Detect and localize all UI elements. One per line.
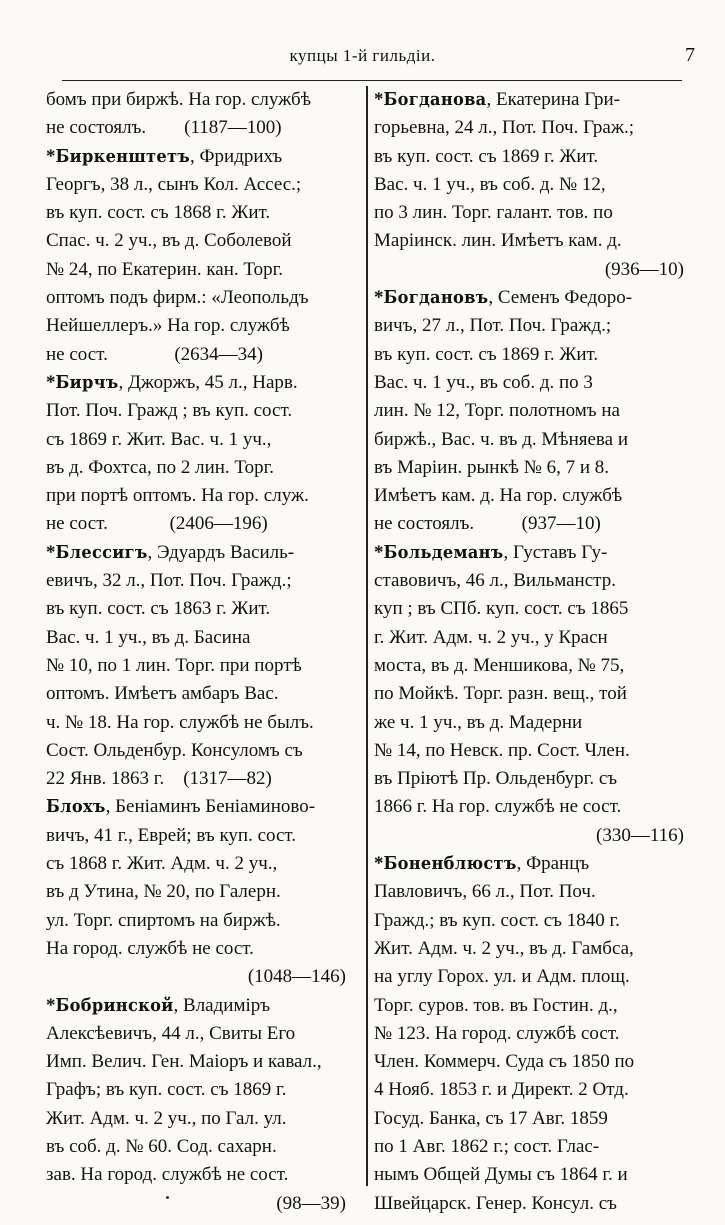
merchant-name: Богданова (383, 89, 487, 110)
text-line (374, 1105, 684, 1133)
line-text: же ч. 1 уч., въ д. Мадерни (374, 711, 583, 733)
text-line (374, 199, 684, 227)
line-text: Жит. Адм. ч. 2 уч., по Гал. ул. (46, 1107, 287, 1129)
text-line (374, 1161, 684, 1189)
entry-heading-line (46, 539, 346, 567)
text-line (374, 652, 684, 680)
text-line (374, 1133, 684, 1161)
text-line (374, 992, 684, 1020)
line-text: Имп. Велич. Ген. Маіоръ и кавал., (46, 1051, 322, 1073)
text-line (374, 510, 684, 538)
text-line (46, 171, 346, 199)
line-text: Вас. ч. 1 уч., въ соб. д. по 3 (374, 371, 593, 393)
asterisk-mark: * (374, 541, 384, 563)
text-line (46, 426, 346, 454)
text-line (46, 510, 346, 538)
text-line (374, 171, 684, 199)
text-line (374, 793, 684, 821)
line-text: въ д. Фохтса, по 2 лин. Торг. (46, 456, 274, 478)
text-line (374, 1048, 684, 1076)
text-line (374, 907, 684, 935)
line-text: № 24, по Екатерин. кан. Торг. (46, 258, 283, 280)
entry-heading-line (374, 284, 684, 312)
text-line (46, 341, 346, 369)
merchant-name: Богдановъ (383, 287, 489, 309)
merchant-name: Больдеманъ (383, 541, 504, 563)
line-text: евичъ, 32 л., Пот. Поч. Гражд.; (46, 570, 292, 592)
text-line (46, 284, 346, 312)
merchant-name: Блохъ (46, 796, 106, 818)
text-line (374, 482, 684, 510)
text-line (46, 595, 346, 623)
text-line (374, 624, 684, 652)
text-line (46, 454, 346, 482)
line-text: съ 1868 г. Жит. Адм. ч. 2 уч., (46, 853, 278, 875)
text-line (374, 567, 684, 595)
line-text: , Семенъ Федоро- (488, 287, 633, 309)
line-text: оптомъ. Имѣетъ амбаръ Вас. (46, 683, 279, 705)
text-line (374, 709, 684, 737)
line-text: не сост. (2634—34) (46, 343, 263, 365)
text-line (46, 822, 346, 850)
line-text: въ куп. сост. съ 1869 г. Жит. (374, 145, 599, 167)
page-number: 7 (685, 44, 695, 66)
line-text: Гражд.; въ куп. сост. съ 1840 г. (374, 909, 620, 931)
right-column (374, 86, 684, 1218)
line-text: горьевна, 24 л., Пот. Поч. Граж.; (374, 117, 634, 139)
text-line (46, 652, 346, 680)
line-text: , Францъ (516, 853, 590, 875)
line-text: Павловичъ, 66 л., Пот. Поч. (374, 881, 596, 903)
text-line (46, 709, 346, 737)
line-text: въ куп. сост. съ 1863 г. Жит. (46, 598, 271, 620)
line-text: , Беніаминъ Беніаминово- (105, 796, 316, 818)
ink-speck (166, 1196, 169, 1199)
text-line (46, 1076, 346, 1104)
line-text: въ Пріютѣ Пр. Ольденбург. съ (374, 768, 618, 790)
entry-heading-line (374, 850, 684, 878)
text-line (374, 935, 684, 963)
line-text: куп ; въ СПб. куп. сост. съ 1865 (374, 598, 629, 620)
line-text: 4 Нояб. 1853 г. и Директ. 2 Отд. (374, 1079, 629, 1101)
text-line (46, 1048, 346, 1076)
line-text: № 10, по 1 лин. Торг. при портѣ (46, 654, 302, 676)
line-text: биржѣ., Вас. ч. въ д. Мѣняева и (374, 428, 628, 450)
line-text: оптомъ подъ фирм.: «Леопольдъ (46, 287, 309, 309)
line-text: не состоялъ. (937—10) (374, 513, 601, 535)
text-line (374, 369, 684, 397)
asterisk-mark: * (374, 287, 384, 309)
line-text: , Эдуардъ Василь- (147, 541, 295, 563)
running-header-title: купцы 1-й гильдіи. (289, 46, 436, 65)
line-text: въ куп. сост. съ 1868 г. Жит. (46, 202, 271, 224)
merchant-name: Биркенштетъ (55, 145, 191, 167)
line-text: Георгъ, 38 л., сынъ Кол. Ассес.; (46, 173, 302, 195)
line-text: Графъ; въ куп. сост. съ 1869 г. (46, 1079, 287, 1101)
line-text: на углу Горох. ул. и Адм. площ. (374, 966, 630, 988)
left-column (46, 86, 346, 1218)
text-line (374, 426, 684, 454)
text-line (46, 1105, 346, 1133)
line-text: по 1 Авг. 1862 г.; сост. Глас- (374, 1135, 600, 1157)
line-text: На город. службѣ не сост. (46, 937, 254, 959)
line-text: № 14, по Невск. пр. Сост. Член. (374, 739, 630, 761)
text-line (46, 624, 346, 652)
text-line (374, 454, 684, 482)
text-line (374, 143, 684, 171)
asterisk-mark: * (46, 994, 56, 1016)
line-text: по 3 лин. Торг. галант. тов. по (374, 202, 613, 224)
header-rule (62, 80, 682, 81)
line-text: , Екатерина Гри- (486, 89, 620, 110)
entry-heading-line (374, 539, 684, 567)
text-line (46, 680, 346, 708)
text-line (374, 822, 684, 850)
text-line (46, 1133, 346, 1161)
entry-heading-line (46, 369, 346, 397)
text-line (374, 397, 684, 425)
line-text: Жит. Адм. ч. 2 уч., въ д. Гамбса, (374, 937, 634, 959)
line-text: Госуд. Банка, съ 17 Авг. 1859 (374, 1107, 608, 1129)
text-line (46, 1190, 346, 1218)
line-text: Торг. суров. тов. въ Гостин. д., (374, 994, 618, 1016)
text-line (374, 256, 684, 284)
line-text: въ куп. сост. съ 1869 г. Жит. (374, 343, 599, 365)
text-line (374, 227, 684, 255)
line-text: Имѣетъ кам. д. На гор. службѣ (374, 485, 623, 507)
text-line (46, 850, 346, 878)
line-text: Сост. Ольденбур. Консуломъ съ (46, 739, 303, 761)
line-text: 22 Янв. 1863 г. (1317—82) (46, 768, 272, 790)
line-text: вичъ, 41 г., Еврей; въ куп. сост. (46, 824, 297, 846)
text-line (46, 397, 346, 425)
entry-heading-line (374, 86, 684, 114)
line-text: ул. Торг. спиртомъ на биржѣ. (46, 909, 281, 931)
text-line (46, 567, 346, 595)
line-text: Нейшеллеръ.» На гор. службѣ (46, 315, 290, 337)
text-line (374, 312, 684, 340)
entry-heading-line (46, 793, 346, 821)
text-line (46, 1020, 346, 1048)
text-line (374, 1190, 684, 1218)
line-text: 1866 г. На гор. службѣ не сост. (374, 796, 622, 818)
text-line (374, 1076, 684, 1104)
text-line (46, 86, 346, 114)
text-line (46, 227, 346, 255)
line-text: моста, въ д. Меншикова, № 75, (374, 654, 625, 676)
text-line (374, 737, 684, 765)
text-line (46, 963, 346, 991)
text-line (374, 595, 684, 623)
text-line (374, 765, 684, 793)
text-line (46, 737, 346, 765)
text-line (46, 878, 346, 906)
entry-heading-line (46, 143, 346, 171)
text-line (46, 765, 346, 793)
line-text: Пот. Поч. Гражд ; въ куп. сост. (46, 400, 293, 422)
line-text: Спас. ч. 2 уч., въ д. Соболевой (46, 230, 292, 252)
line-text: въ д Утина, № 20, по Галерн. (46, 881, 281, 903)
text-line (374, 341, 684, 369)
line-text: (330—116) (596, 824, 684, 846)
line-text: вичъ, 27 л., Пот. Поч. Гражд.; (374, 315, 612, 337)
text-line (374, 680, 684, 708)
line-text: съ 1869 г. Жит. Вас. ч. 1 уч., (46, 428, 272, 450)
line-text: Вас. ч. 1 уч., въ д. Басина (46, 626, 251, 648)
text-line (374, 114, 684, 142)
line-text: , Джоржъ, 45 л., Нарв. (118, 371, 298, 393)
line-text: г. Жит. Адм. ч. 2 уч., у Красн (374, 626, 608, 648)
line-text: по Мойкѣ. Торг. разн. вещ., той (374, 683, 627, 705)
text-line (374, 1020, 684, 1048)
merchant-name: Боненблюстъ (383, 853, 517, 875)
text-line (46, 256, 346, 284)
line-text: не сост. (2406—196) (46, 513, 268, 535)
line-text: ставовичъ, 46 л., Вильманстр. (374, 570, 616, 592)
line-text: Швейцарск. Генер. Консул. съ (374, 1192, 617, 1214)
line-text: Член. Коммерч. Суда съ 1850 по (374, 1051, 635, 1073)
line-text: Вас. ч. 1 уч., въ соб. д. № 12, (374, 173, 606, 195)
line-text: при портѣ оптомъ. На гор. служ. (46, 485, 309, 507)
line-text: зав. На город. службѣ не сост. (46, 1164, 289, 1186)
merchant-name: Бирчъ (55, 371, 119, 393)
asterisk-mark: * (374, 89, 384, 110)
text-line (46, 199, 346, 227)
line-text: бомъ при биржѣ. На гор. службѣ (46, 89, 312, 110)
line-text: лин. № 12, Торг. полотномъ на (374, 400, 620, 422)
column-divider (366, 86, 368, 1186)
line-text: Алексѣевичъ, 44 л., Свиты Его (46, 1022, 296, 1044)
line-text: , Фридрихъ (190, 145, 283, 167)
line-text: въ Маріин. рынкѣ № 6, 7 и 8. (374, 456, 610, 478)
line-text: въ соб. д. № 60. Сод. сахарн. (46, 1135, 277, 1157)
line-text: ч. № 18. На гор. службѣ не былъ. (46, 711, 314, 733)
line-text: (1048—146) (247, 966, 346, 988)
line-text: , Владиміръ (173, 994, 271, 1016)
text-line (46, 935, 346, 963)
line-text: не состоялъ. (1187—100) (46, 117, 282, 139)
text-line (46, 114, 346, 142)
asterisk-mark: * (46, 541, 56, 563)
entry-heading-line (46, 992, 346, 1020)
line-text: № 123. На город. службѣ сост. (374, 1022, 620, 1044)
merchant-name: Бобринской (55, 994, 174, 1016)
line-text: (936—10) (604, 258, 684, 280)
text-line (46, 1161, 346, 1189)
line-text: , Густавъ Гу- (503, 541, 608, 563)
merchant-name: Блессигъ (55, 541, 148, 563)
text-line (374, 878, 684, 906)
asterisk-mark: * (46, 145, 56, 167)
text-line (374, 963, 684, 991)
asterisk-mark: * (46, 371, 56, 393)
asterisk-mark: * (374, 853, 384, 875)
text-line (46, 907, 346, 935)
line-text: Маріинск. лин. Имѣетъ кам. д. (374, 230, 622, 252)
text-line (46, 482, 346, 510)
text-line (46, 312, 346, 340)
line-text: нымъ Общей Думы съ 1864 г. и (374, 1164, 628, 1186)
line-text: (98—39) (276, 1192, 346, 1214)
